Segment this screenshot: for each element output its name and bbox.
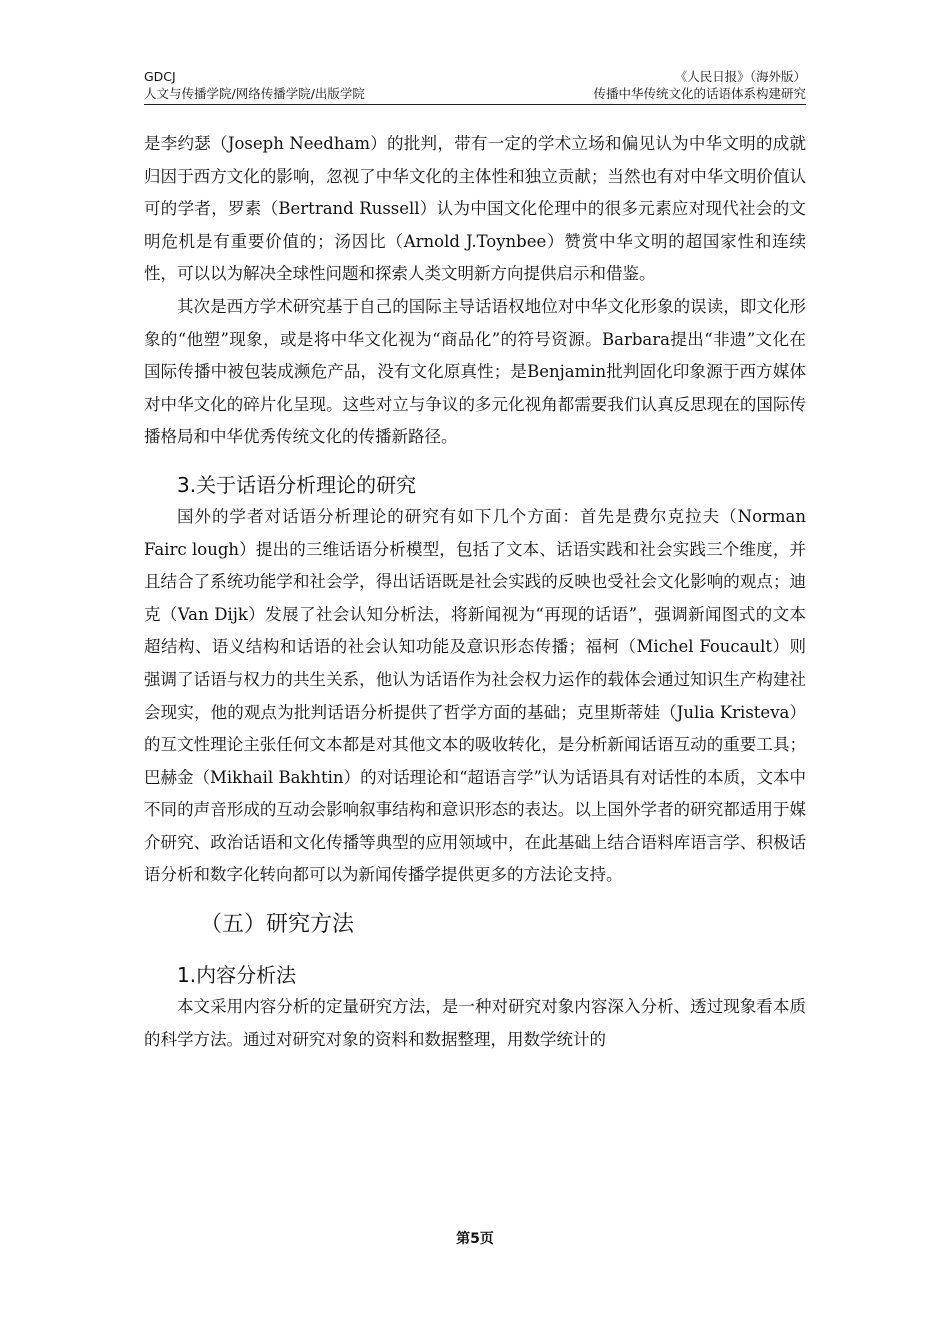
page-header: [144, 68, 806, 105]
body-paragraph-1: 是李约瑟（Joseph Needham）的批判，带有一定的学术立场和偏见认为中华文明的成就归因于西方文化的影响，忽视了中华文化的主体性和独立贡献；当然也有对中华文明价值认可的学者，罗素（Bertrand Russell）认为中国文化伦理中的很多元素应对现代社会的文明危机是有重要价值的；汤因比（Arnold J.Toynbee）赞赏中华文明的超国家性和连续性，可以以为解决全球性问题和探索人类文明新方向提供启示和借鉴。: [144, 134, 806, 284]
header-source: 《人民日报》（海外版）: [674, 69, 806, 84]
header-paper-title: 传播中华传统文化的话语体系构建研究: [593, 86, 806, 101]
page-number: 第5页: [456, 1231, 494, 1247]
body-paragraph-2: 其次是西方学术研究基于自己的国际主导话语权地位对中华文化形象的误读，即文化形象的“他塑”现象，或是将中华文化视为“商品化”的符号资源。Barbara提出“非遗”文化在国际传播中被包装成濒危产品，没有文化原真性；是Benjamin批判固化印象源于西方媒体对中华文化的碎片化呈现。这些对立与争议的多元化视角都需要我们认真反思现在的国际传播格局和中华优秀传统文化的传播新路径。: [144, 296, 806, 447]
header-journal-code: GDCJ: [144, 69, 176, 84]
page-body: [144, 128, 806, 1056]
body-paragraph-4: 本文采用内容分析的定量研究方法，是一种对研究对象内容深入分析、透过现象看本质的科学方法。通过对研究对象的资料和数据整理，用数学统计的: [144, 997, 806, 1049]
section-heading-research-methods: （五）研究方法: [200, 912, 355, 938]
section-heading-discourse-analysis: 3.关于话语分析理论的研究: [177, 472, 417, 497]
header-left: [144, 68, 365, 102]
header-institution: 人文与传播学院/网络传播学院/出版学院: [144, 86, 365, 101]
section-heading-content-analysis: 1.内容分析法: [177, 963, 297, 988]
body-paragraph-3: 国外的学者对话语分析理论的研究有如下几个方面：首先是费尔克拉夫（Norman Fairc lough）提出的三维话语分析模型，包括了文本、话语实践和社会实践三个维度，并且结合了系统功能学和社会学，得出话语既是社会实践的反映也受社会文化影响的观点；迪克（Van Dijk）发展了社会认知分析法，将新闻视为“再现的话语”，强调新闻图式的文本超结构、语义结构和话语的社会认知功能及意识形态传播；福柯（Michel Foucault）则强调了话语与权力的共生关系，他认为话语作为社会权力运作的载体会通过知识生产构建社会现实，他的观点为批判话语分析提供了哲学方面的基础；克里斯蒂娃（Julia Kristeva）的互文性理论主张任何文本都是对其他文本的吸收转化，是分析新闻话语互动的重要工具；巴赫金（Mikhail Bakhtin）的对话理论和“超语言学”认为话语具有对话性的本质，文本中不同的声音形成的互动会影响叙事结构和意识形态的表达。以上国外学者的研究都适用于媒介研究、政治话语和文化传播等典型的应用领域中，在此基础上结合语料库语言学、积极话语分析和数字化转向都可以为新闻传播学提供更多的方法论支持。: [144, 506, 806, 885]
